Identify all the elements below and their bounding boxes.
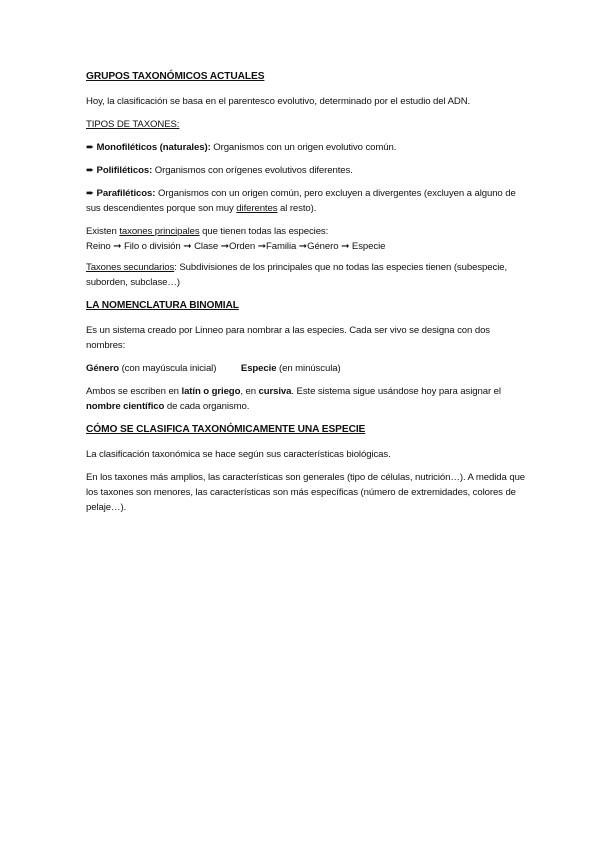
heading-como-se-clasifica: CÓMO SE CLASIFICA TAXONÓMICAMENTE UNA ESPECIE [86, 424, 366, 435]
ambos-bold: nombre científico [86, 401, 165, 412]
especie-term: Especie [240, 363, 277, 374]
tipo-desc-underlined: diferentes [236, 203, 278, 214]
principales-paragraph [86, 224, 526, 254]
ambos-bold: latín o griego [181, 386, 241, 397]
tipo-desc: Organismos con orígenes evolutivos diferentes. [152, 165, 353, 176]
arrow-right-icon: ➞ [298, 241, 308, 252]
principales-post: que tienen todas las especies: [199, 226, 329, 237]
tipo-polifileticos [86, 163, 526, 178]
tipo-parafileticos [86, 186, 526, 216]
secundarios-label: Taxones secundarios [86, 262, 175, 273]
tipo-term: Polifiléticos: [96, 165, 153, 176]
ambos-paragraph [86, 384, 526, 414]
arrow-right-icon: ➞ [113, 241, 122, 252]
binomial-intro: Es un sistema creado por Linneo para nombrar a las especies. Cada ser vivo se designa con dos nombres: [86, 325, 490, 351]
ambos-text: . Este sistema sigue usándose hoy para asignar el [291, 386, 501, 397]
heading-grupos-taxonomicos: GRUPOS TAXONÓMICOS ACTUALES [86, 71, 265, 82]
ambos-bold: cursiva [258, 386, 292, 397]
tipo-desc: Organismos con un origen común, pero excluyen a divergentes (excluyen a alguno de sus descendientes porque son muy [86, 188, 516, 214]
tipo-term: Monofiléticos (naturales): [96, 142, 211, 153]
especie-desc: (en minúscula) [276, 363, 341, 374]
taxon-filo: Filo o división [124, 241, 181, 252]
ambos-text: , en [240, 386, 259, 397]
arrow-right-icon: ➞ [220, 241, 229, 252]
arrow-right-icon: ➞ [341, 241, 350, 252]
arrow-right-icon: ➞ [183, 241, 192, 252]
genero-desc: (con mayúscula inicial) [119, 363, 217, 374]
taxon-familia: Familia [266, 241, 297, 252]
secundarios-paragraph [86, 260, 526, 290]
arrow-bullet-icon: ➨ [86, 142, 94, 153]
tipo-desc-end: al resto). [277, 203, 317, 214]
principales-pre: Existen [86, 226, 120, 237]
clasificacion-paragraph-1: La clasificación taxonómica se hace según sus características biológicas. [86, 449, 391, 460]
ambos-text: de cada organismo. [164, 401, 250, 412]
heading-nomenclatura-binomial: LA NOMENCLATURA BINOMIAL [86, 300, 239, 311]
arrow-bullet-icon: ➨ [86, 165, 94, 176]
intro-paragraph: Hoy, la clasificación se basa en el parentesco evolutivo, determinado por el estudio del ADN. [86, 96, 471, 107]
taxon-reino: Reino [86, 241, 111, 252]
taxon-genero: Género [307, 241, 339, 252]
genero-term: Género [86, 363, 119, 374]
secundarios-text: : Subdivisiones de los principales que no todas las especies tienen (subespecie, suborden, subclase…) [86, 262, 508, 288]
tipo-desc: Organismos con un origen evolutivo común. [210, 142, 397, 153]
tipo-monofileticos [86, 140, 526, 155]
ambos-text: Ambos se escriben en [86, 386, 182, 397]
clasificacion-paragraph-2: En los taxones más amplios, las características son generales (tipo de células, nutrición…). A medida que los taxones son menores, las características son más específicas (número de extremidades, colores de pelaje…). [86, 472, 526, 513]
taxon-clase: Clase [194, 241, 219, 252]
tipo-term: Parafiléticos: [96, 188, 156, 199]
arrow-bullet-icon: ➨ [86, 188, 94, 199]
arrow-right-icon: ➞ [257, 241, 266, 252]
taxon-especie: Especie [351, 241, 386, 252]
tipos-title: TIPOS DE TAXONES: [86, 119, 180, 130]
document-content [86, 69, 526, 523]
taxon-orden: Orden [228, 241, 256, 252]
principales-link: taxones principales [119, 226, 200, 237]
binomial-names [86, 361, 526, 376]
